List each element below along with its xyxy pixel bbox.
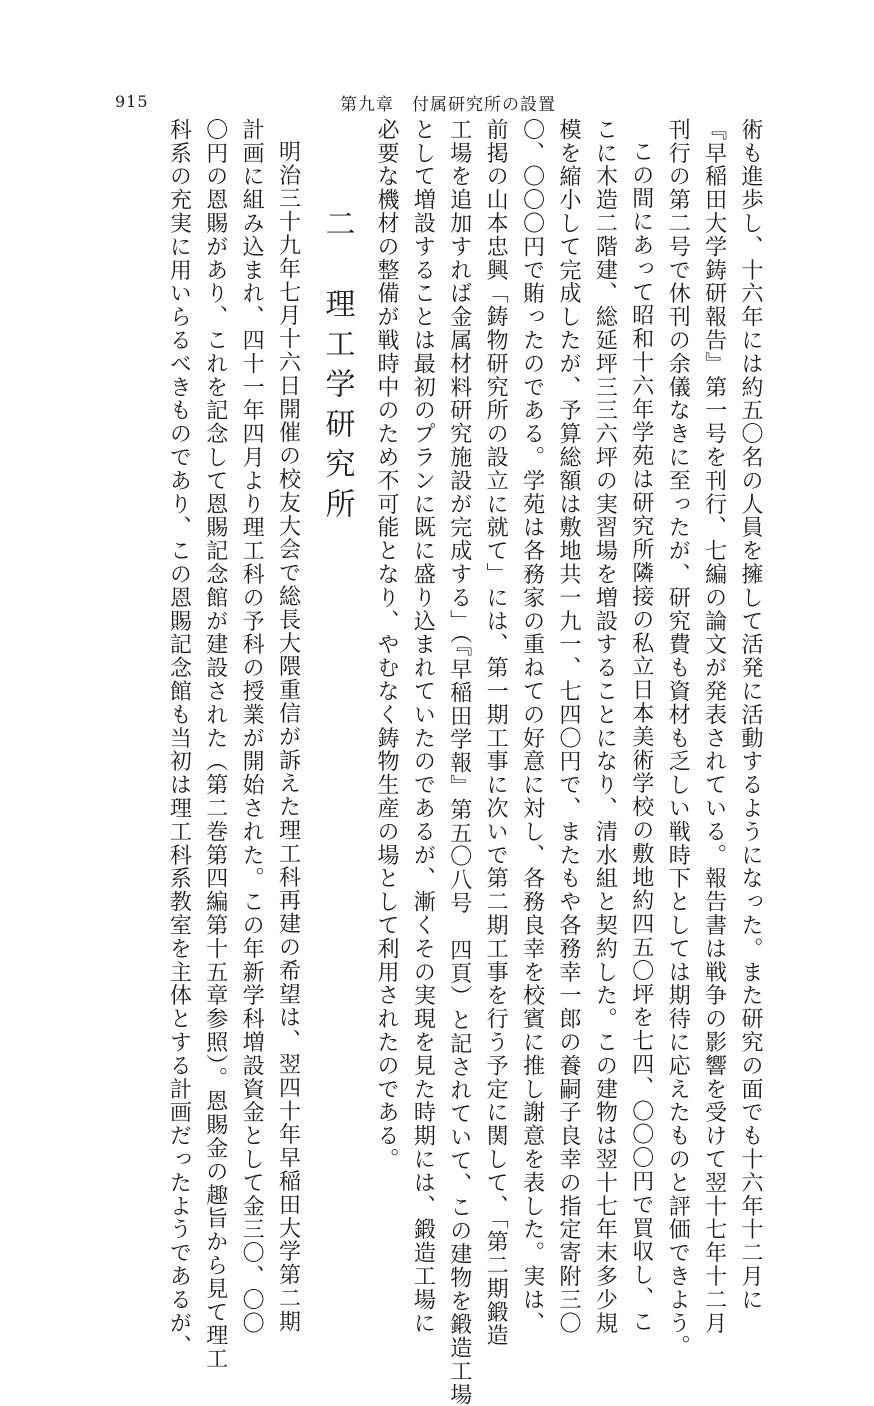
paragraph [160,118,306,1371]
text-line: として増設することは最初のプランに既に盛り込まれていたのであるが、漸くその実現を見た時期には、鍛造工場に [410,118,436,1335]
text-line: この間にあって昭和十六年学苑は研究所隣接の私立日本美術学校の敷地約四五〇坪を七四、〇〇〇円で買収し、こ [628,140,654,1334]
paragraph [368,118,659,1406]
text-line: 計画に組み込まれ、四十一年四月より理工科の予科の授業が開始された。この年新学科増設資金として金三〇、〇〇 [239,118,265,1335]
text-line: 〇、〇〇〇円で賄ったのである。学苑は各務家の重ねての好意に対し、各務良幸を校賓に推し謝意を表した。実は、 [519,118,545,1335]
running-head: 第九章 付属研究所の設置 [340,95,556,115]
text-line: 必要な機材の整備が戦時中のため不可能となり、やむなく鋳物生産の場として利用されたのである。 [373,118,399,1171]
text-line: 〇円の恩賜があり、これを記念して恩賜記念館が建設された（第二巻第四編第十五章参照）。恩賜金の趣旨から見て理工 [202,118,228,1371]
text-line: 刊行の第二号で休刊の余儀なきに至ったが、研究費も資材も乏しい戦時下としては期待に応えたものと評価できよう。 [665,118,691,1359]
text-line: 科系の充実に用いらるべきものであり、この恩賜記念館も当初は理工科系教室を主体とする計画だったようであるが、 [166,118,192,1359]
text-line: 模を縮小して完成したが、予算総額は敷地共一九一、七四〇円で、またもや各務幸一郎の養嗣子良幸の指定寄附三〇 [555,118,581,1335]
section-heading: 二 理工学研究所 [319,208,355,528]
page-number: 915 [115,92,149,111]
text-line: 前掲の山本忠興「鋳物研究所の設立に就て」には、第一期工事に次いで第二期工事を行う予定に関して、「第二期鍛造 [483,118,509,1348]
body-text [108,118,768,1406]
text-line: 『早稲田大学鋳研報告』第一号を刊行、七編の論文が発表されている。報告書は戦争の影響を受けて翌十七年十二月 [701,118,727,1335]
text-line: 明治三十九年七月十六日開催の校友大会で総長大隈重信が訴えた理工科再建の希望は、翌四十年早稲田大学第二期 [275,140,301,1334]
text-line: 工場を追加すれば金属材料研究施設が完成する」（『早稲田学報』第五〇八号 四頁）と記されていて、この建物を鍛造工場 [446,118,472,1406]
text-line: こに木造二階建、総延坪三三六坪の実習場を増設することになり、清水組と契約した。この建物は翌十七年末多少規 [592,118,618,1335]
paragraph [659,118,768,1359]
text-line: 術も進歩し、十六年には約五〇名の人員を擁して活発に活動するようになった。また研究の面でも十六年十二月に [738,118,763,1312]
